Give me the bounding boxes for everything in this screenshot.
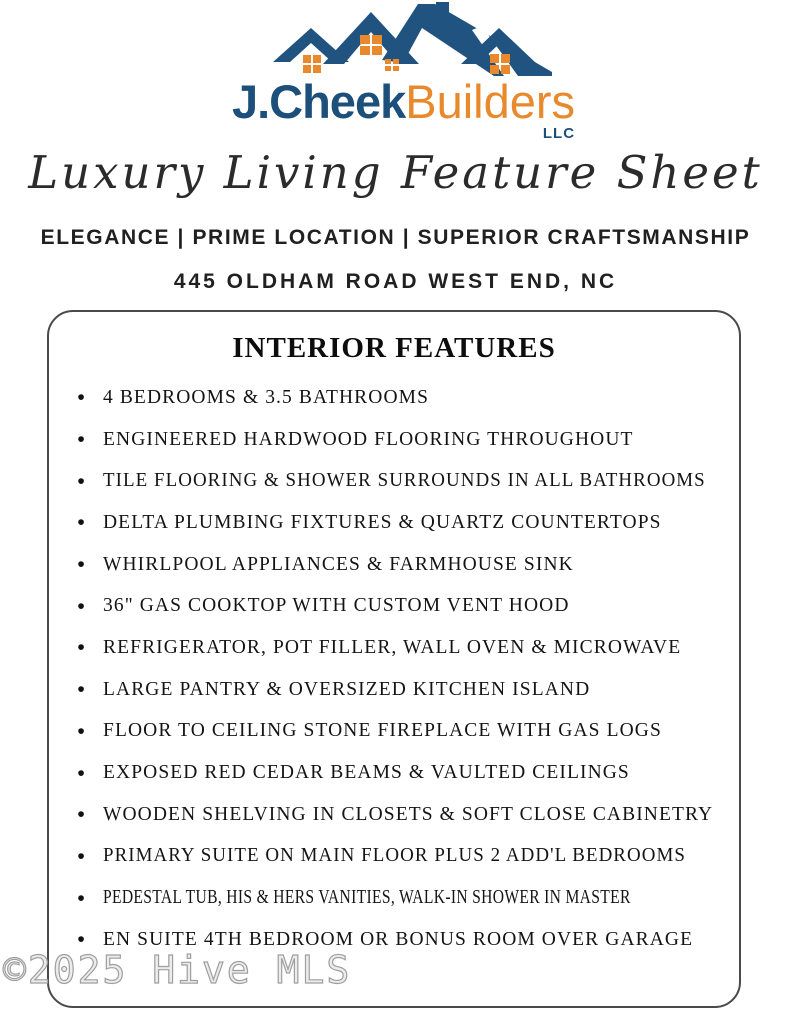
- feature-item: [75, 794, 719, 836]
- features-list: [49, 377, 739, 961]
- bullet-icon: •: [77, 469, 85, 493]
- brand-name-secondary: Builders: [405, 75, 576, 128]
- script-title: Luxury Living Feature Sheet: [28, 146, 763, 199]
- feature-text: WHIRLPOOL APPLIANCES & FARMHOUSE SINK: [103, 553, 574, 575]
- feature-item: [75, 711, 719, 753]
- bullet-icon: •: [77, 428, 85, 452]
- feature-text: 36" GAS COOKTOP WITH CUSTOM VENT HOOD: [103, 595, 570, 617]
- bullet-icon: •: [77, 553, 85, 577]
- feature-item: [75, 877, 719, 919]
- brand-name-primary: J.Cheek: [231, 75, 406, 128]
- feature-item: [75, 669, 719, 711]
- feature-item: [75, 419, 719, 461]
- feature-item: [75, 752, 719, 794]
- feature-text: EN SUITE 4TH BEDROOM OR BONUS ROOM OVER GARAGE: [103, 928, 694, 950]
- mls-watermark: ©2025 Hive MLS: [3, 948, 352, 992]
- feature-text: PRIMARY SUITE ON MAIN FLOOR PLUS 2 ADD'L BEDROOMS: [103, 845, 686, 867]
- brand-suffix-llc: LLC: [542, 125, 576, 142]
- logo-wordmark: [0, 74, 791, 142]
- bullet-icon: •: [77, 719, 85, 743]
- bullet-icon: •: [77, 886, 85, 910]
- feature-item: [75, 460, 719, 502]
- bullet-icon: •: [77, 511, 85, 535]
- features-title: INTERIOR FEATURES: [232, 332, 556, 364]
- bullet-icon: •: [77, 803, 85, 827]
- bullet-icon: •: [77, 678, 85, 702]
- bullet-icon: •: [77, 594, 85, 618]
- feature-item: [75, 502, 719, 544]
- logo-window-left: [303, 55, 321, 73]
- bullet-icon: •: [77, 928, 85, 952]
- feature-text: LARGE PANTRY & OVERSIZED KITCHEN ISLAND: [103, 678, 591, 700]
- builder-logo-roofs-icon: [268, 2, 552, 82]
- interior-features-box: [47, 310, 741, 1008]
- feature-text: TILE FLOORING & SHOWER SURROUNDS IN ALL BATHROOMS: [103, 470, 706, 492]
- bullet-icon: •: [77, 386, 85, 410]
- bullet-icon: •: [77, 844, 85, 868]
- feature-text: REFRIGERATOR, POT FILLER, WALL OVEN & MICROWAVE: [103, 636, 682, 658]
- feature-text: WOODEN SHELVING IN CLOSETS & SOFT CLOSE CABINETRY: [103, 803, 714, 825]
- feature-item: [75, 919, 719, 961]
- feature-item: [75, 377, 719, 419]
- feature-item: [75, 544, 719, 586]
- logo-window-center: [360, 35, 382, 55]
- feature-text: 4 BEDROOMS & 3.5 BATHROOMS: [103, 386, 430, 408]
- bullet-icon: •: [77, 761, 85, 785]
- feature-item: [75, 627, 719, 669]
- feature-text: PEDESTAL TUB, HIS & HERS VANITIES, WALK-IN SHOWER IN MASTER: [103, 887, 631, 909]
- feature-text: DELTA PLUMBING FIXTURES & QUARTZ COUNTERTOPS: [103, 511, 662, 533]
- feature-text: FLOOR TO CEILING STONE FIREPLACE WITH GAS LOGS: [103, 720, 662, 742]
- bullet-icon: •: [77, 636, 85, 660]
- feature-text: ENGINEERED HARDWOOD FLOORING THROUGHOUT: [103, 428, 634, 450]
- feature-text: EXPOSED RED CEDAR BEAMS & VAULTED CEILINGS: [103, 762, 630, 784]
- feature-item: [75, 585, 719, 627]
- tagline: ELEGANCE | PRIME LOCATION | SUPERIOR CRAFTSMANSHIP: [40, 226, 751, 249]
- property-address: 445 OLDHAM ROAD WEST END, NC: [173, 270, 618, 293]
- feature-item: [75, 836, 719, 878]
